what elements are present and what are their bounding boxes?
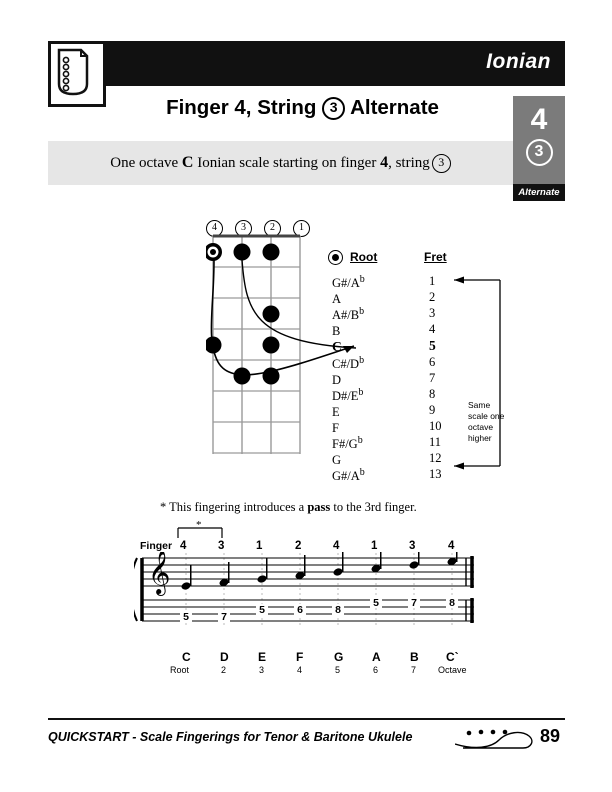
string-label-1: 1 bbox=[293, 220, 310, 237]
scale-note: B bbox=[410, 650, 419, 664]
scale-note: E bbox=[258, 650, 267, 664]
side-tab-string: 3 bbox=[526, 139, 553, 166]
side-tab-finger: 4 bbox=[530, 103, 548, 136]
ukulele-icon bbox=[48, 41, 106, 107]
staff-tab-notation bbox=[134, 552, 484, 642]
fret-number: 3 bbox=[429, 306, 436, 320]
title-suffix: Alternate bbox=[350, 96, 439, 119]
fret-number: 6 bbox=[429, 355, 436, 369]
page-title bbox=[100, 96, 505, 120]
fret-number: 9 bbox=[429, 403, 436, 417]
root-dot-icon bbox=[328, 250, 343, 265]
scale-degree: 4 bbox=[297, 665, 303, 675]
subtitle-string-circle: 3 bbox=[432, 154, 451, 173]
scale-degree: 2 bbox=[221, 665, 227, 675]
scale-note: F bbox=[296, 650, 304, 664]
title-prefix: Finger 4, String bbox=[166, 96, 317, 119]
string-label-4: 4 bbox=[206, 220, 223, 237]
scale-note: D bbox=[220, 650, 229, 664]
svg-text:8: 8 bbox=[449, 597, 455, 609]
same-scale-note: Same scale one octave higher bbox=[468, 400, 505, 443]
scale-degree: 7 bbox=[411, 665, 417, 675]
fret-number: 5 bbox=[429, 338, 436, 353]
pass-bracket bbox=[176, 522, 236, 540]
svg-text:6: 6 bbox=[297, 604, 303, 616]
note-name: $C\#/D^b$ bbox=[332, 355, 365, 371]
side-tab bbox=[513, 96, 565, 184]
note-name: F bbox=[332, 421, 339, 435]
subtitle-finger: 4 bbox=[380, 154, 389, 171]
finger-number: 4 bbox=[180, 540, 187, 552]
finger-number: 1 bbox=[371, 540, 378, 552]
svg-text:7: 7 bbox=[221, 611, 227, 623]
header-bar bbox=[48, 41, 565, 86]
svg-text:5: 5 bbox=[259, 604, 265, 616]
scale-degree: Octave bbox=[438, 665, 467, 675]
note-name: G bbox=[332, 453, 342, 467]
fret-number: 7 bbox=[429, 371, 436, 385]
scale-note: G bbox=[334, 650, 344, 664]
page-number: 89 bbox=[540, 726, 561, 746]
scale-degree: 6 bbox=[373, 665, 379, 675]
fret-number: 4 bbox=[429, 322, 436, 336]
fret-number: 2 bbox=[429, 290, 436, 304]
svg-text:𝄞: 𝄞 bbox=[148, 552, 171, 594]
finger-number: 4 bbox=[333, 540, 340, 552]
fret-number: 12 bbox=[429, 451, 442, 465]
finger-number: 4 bbox=[448, 540, 455, 552]
subtitle-key: C bbox=[181, 154, 194, 171]
note-name: $A\#/B^b$ bbox=[332, 306, 365, 322]
finger-number: 1 bbox=[256, 540, 263, 552]
note-name: $G\#/A^b$ bbox=[332, 274, 365, 290]
fret-number: 1 bbox=[429, 274, 436, 288]
subtitle-c: , string bbox=[388, 154, 430, 171]
octave-bracket bbox=[440, 276, 510, 476]
fret-number: 13 bbox=[429, 467, 442, 481]
scale-note: A bbox=[372, 650, 381, 664]
note-name: C bbox=[332, 339, 342, 354]
finger-row-label: Finger bbox=[140, 540, 173, 552]
finger-number: 3 bbox=[218, 540, 225, 552]
col-fret-label: Fret bbox=[424, 250, 447, 264]
note-name: $F\#/G^b$ bbox=[332, 435, 363, 451]
note-name: $G\#/A^b$ bbox=[332, 467, 365, 483]
scale-note: C bbox=[182, 650, 191, 664]
footnote-bold: pass bbox=[307, 500, 331, 514]
note-name: E bbox=[332, 405, 340, 419]
fret-number: 8 bbox=[429, 387, 436, 401]
subtitle-text bbox=[48, 141, 513, 185]
finger-number: 2 bbox=[295, 540, 302, 552]
subtitle-a: One octave bbox=[110, 154, 179, 171]
col-root-label: Root bbox=[350, 250, 378, 264]
scale-degree: 3 bbox=[259, 665, 265, 675]
fret-number: 10 bbox=[429, 419, 442, 433]
scale-degree: Root bbox=[170, 665, 190, 675]
note-name: B bbox=[332, 324, 341, 338]
footnote-a: * This fingering introduces a bbox=[160, 500, 305, 514]
scale-note: C` bbox=[446, 650, 459, 664]
subtitle-b: Ionian scale starting on finger bbox=[197, 154, 377, 171]
footer-divider bbox=[48, 718, 565, 720]
note-name: D bbox=[332, 373, 342, 387]
scale-degree: 5 bbox=[335, 665, 341, 675]
mode-label: Ionian bbox=[486, 50, 551, 73]
svg-text:5: 5 bbox=[183, 611, 189, 623]
footer-text: QUICKSTART - Scale Fingerings for Tenor & Baritone Ukulele bbox=[48, 730, 413, 744]
svg-text:5: 5 bbox=[373, 597, 379, 609]
string-label-2: 2 bbox=[264, 220, 281, 237]
side-tab-alternate: Alternate bbox=[513, 184, 565, 201]
footer-ornament-icon bbox=[455, 724, 535, 754]
note-name: $D\#/E^b$ bbox=[332, 387, 364, 403]
svg-text:8: 8 bbox=[335, 604, 341, 616]
note-name: A bbox=[332, 292, 342, 306]
finger-number: 3 bbox=[409, 540, 416, 552]
footnote bbox=[160, 500, 417, 515]
pass-star: * bbox=[196, 519, 202, 531]
footnote-b: to the 3rd finger. bbox=[333, 500, 417, 514]
string-label-3: 3 bbox=[235, 220, 252, 237]
fret-number: 11 bbox=[429, 435, 442, 449]
svg-text:7: 7 bbox=[411, 597, 417, 609]
title-string-circle: 3 bbox=[322, 97, 345, 120]
